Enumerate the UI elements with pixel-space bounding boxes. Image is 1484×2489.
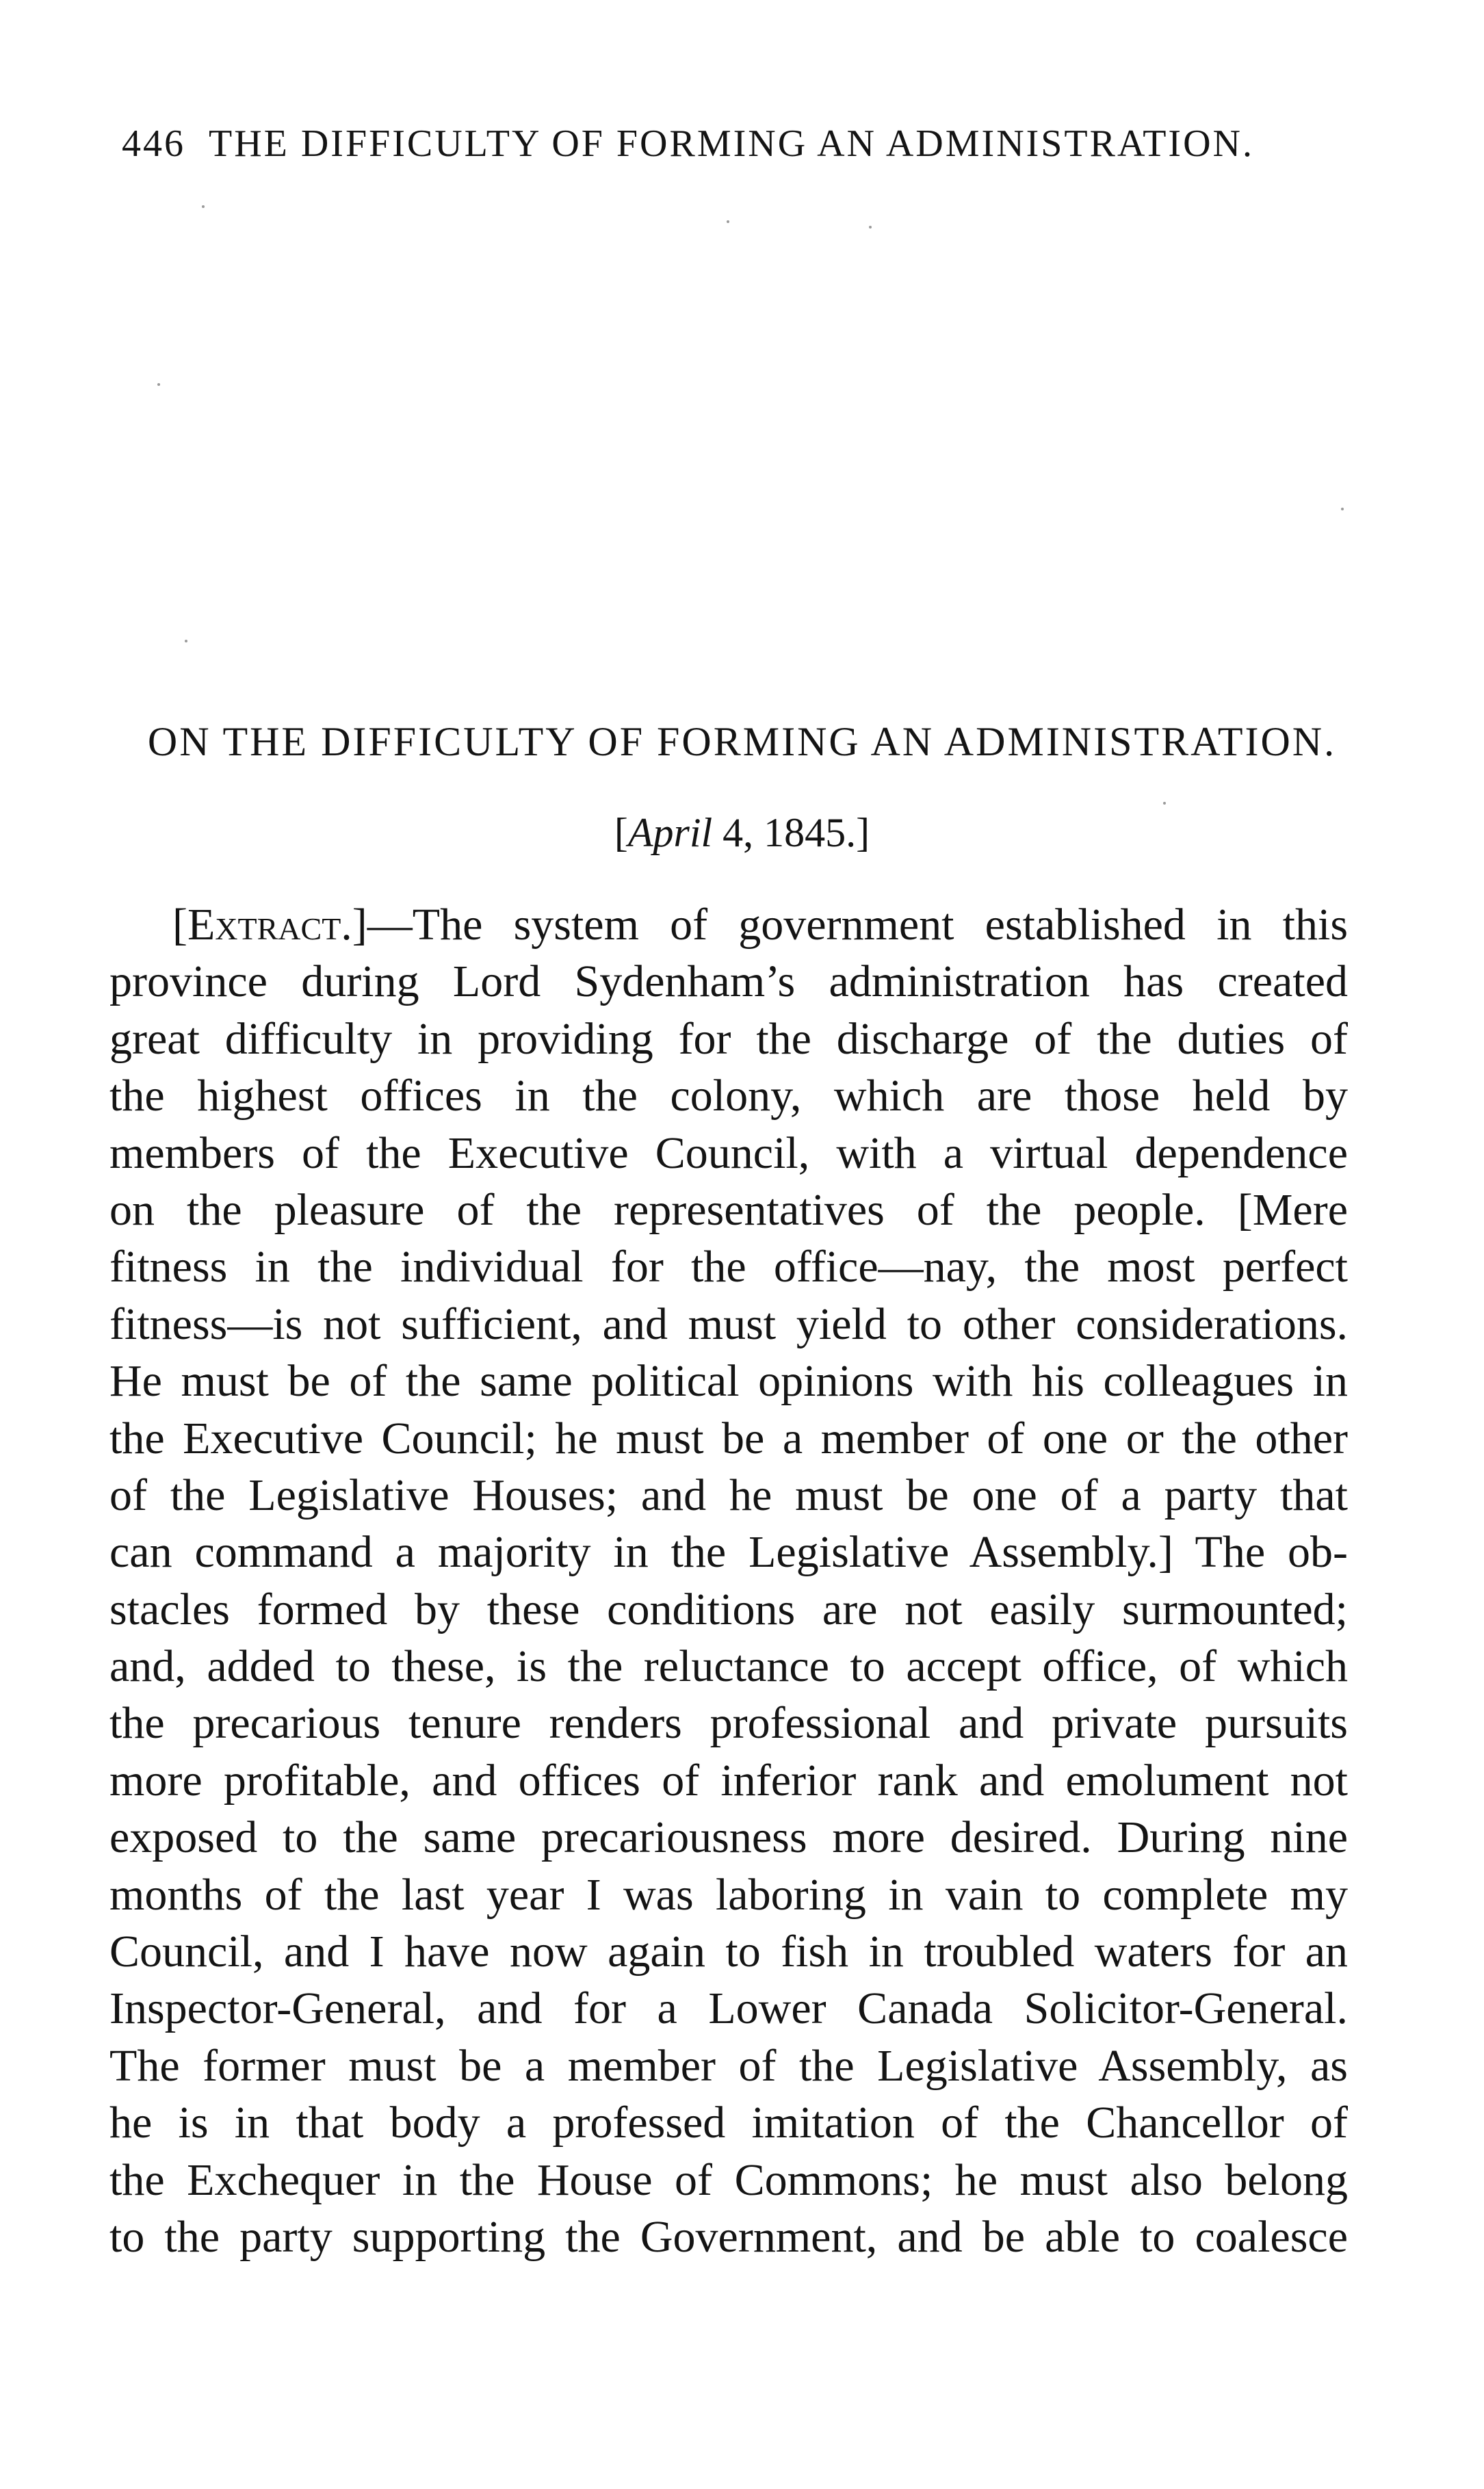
text-line [109,896,1348,953]
text-line: Council, and I have now again to fish in troubled waters for an [109,1927,1348,1977]
scan-speck [202,205,205,208]
scan-speck [185,640,187,642]
text-line: and, added to these, is the reluctance to accept office, of which [109,1641,1348,1692]
running-head [122,122,1353,166]
scan-speck [157,383,160,386]
text-line: fitness in the individual for the office—nay, the most perfect [109,1242,1348,1292]
running-head-title: THE DIFFICULTY OF FORMING AN ADMINISTRATION. [209,122,1254,165]
scan-speck [869,226,872,229]
text-line: he is in that body a professed imitation of the Chancellor of [109,2098,1348,2148]
scan-speck [1341,508,1344,510]
text-line: province during Lord Sydenham’s administration has created [109,956,1348,1007]
dateline-open-bracket: [ [614,810,628,855]
text-line: the highest offices in the colony, which are those held by [109,1071,1348,1121]
text-line-content: —The system of government established in this [367,900,1348,950]
page-number: 446 [122,122,185,165]
text-line: can command a majority in the Legislative Assembly.] The ob- [109,1527,1348,1578]
text-line: months of the last year I was laboring in vain to complete my [109,1869,1348,1920]
text-line: stacles formed by these conditions are not easily surmounted; [109,1584,1348,1634]
text-line: Inspector-General, and for a Lower Canada Solicitor-General. [109,1983,1348,2034]
text-line: exposed to the same precariousness more desired. During nine [109,1812,1348,1863]
scan-speck [727,220,729,223]
text-line: members of the Executive Council, with a virtual dependence [109,1128,1348,1178]
text-line: to the party supporting the Government, and be able to coalesce [109,2211,1348,2262]
text-line: fitness—is not sufficient, and must yield to other considerations. [109,1299,1348,1349]
text-line: on the pleasure of the representatives of the people. [Mere [109,1184,1348,1235]
text-line: He must be of the same political opinions with his colleagues in [109,1356,1348,1407]
text-line: great difficulty in providing for the discharge of the duties of [109,1013,1348,1064]
text-line: the Exchequer in the House of Commons; he must also belong [109,2154,1348,2205]
article-heading: ON THE DIFFICULTY OF FORMING AN ADMINISTRATION. [147,719,1337,764]
extract-text [109,896,1348,2265]
text-line: the Executive Council; he must be a member of one or the other [109,1413,1348,1463]
text-line: of the Legislative Houses; and he must be one of a party that [109,1470,1348,1520]
text-line: the precarious tenure renders professional and private pursuits [109,1698,1348,1749]
dateline [0,809,1484,857]
extract-label: [Extract.] [172,900,367,950]
dateline-month: April [627,810,713,855]
text-line: The former must be a member of the Legislative Assembly, as [109,2040,1348,2091]
scan-speck [1163,802,1166,805]
dateline-rest: 4, 1845.] [712,810,870,855]
text-line: more profitable, and offices of inferior rank and emolument not [109,1755,1348,1806]
